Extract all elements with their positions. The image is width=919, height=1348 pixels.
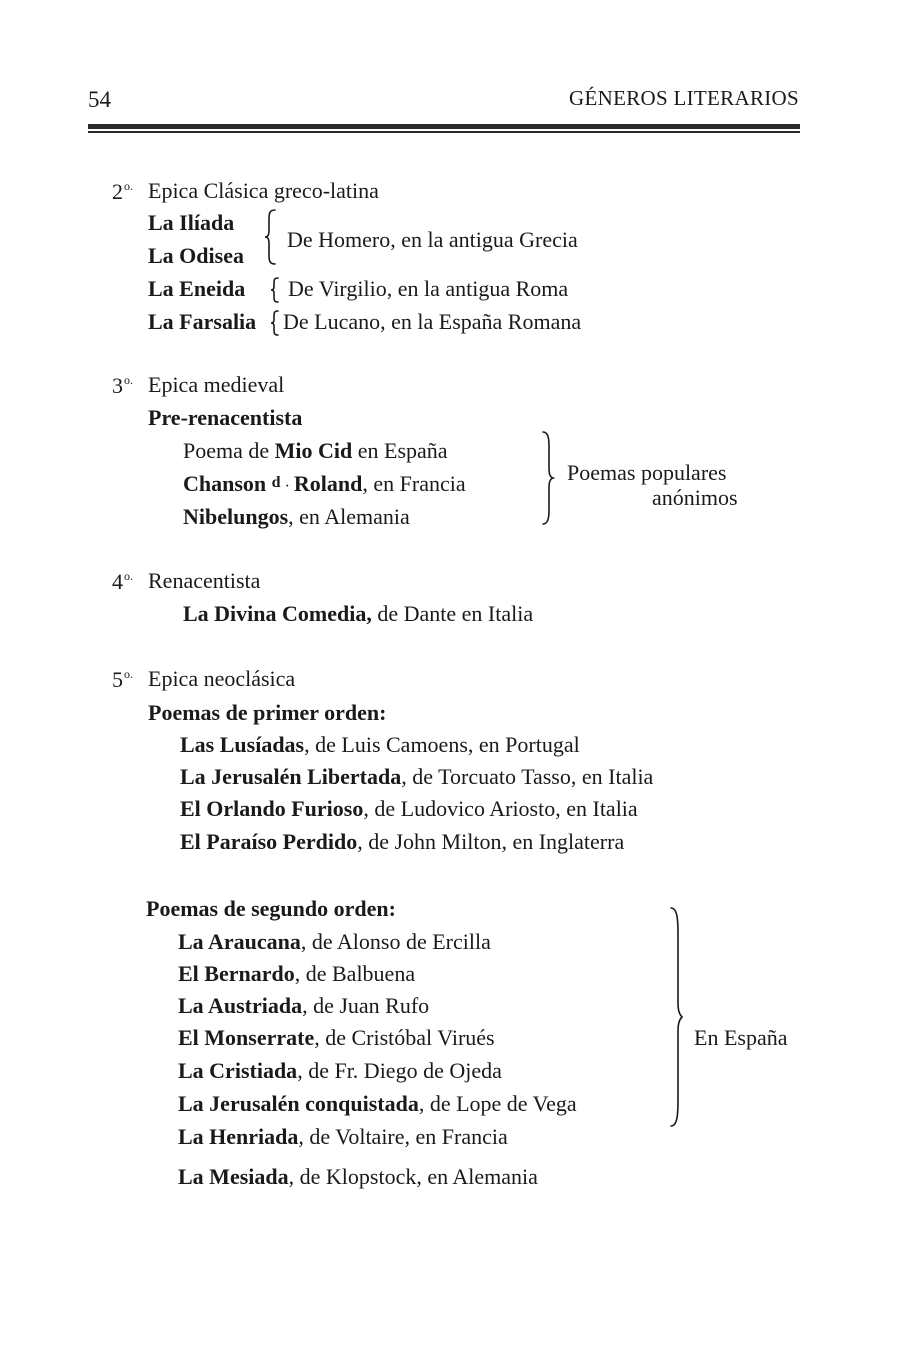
medieval-item-roland: Chanson d · Roland, en Francia (183, 471, 466, 496)
work-iliad: La Ilíada (148, 210, 235, 235)
work-odyssey: La Odisea (148, 243, 244, 268)
second-order-item: La Mesiada, de Klopstock, en Alemania (178, 1164, 538, 1189)
second-order-item: La Araucana, de Alonso de Ercilla (178, 929, 491, 954)
section-4-number: $4^{o.}$ (112, 569, 133, 594)
section-3-subtitle: Pre-renacentista (148, 405, 303, 430)
first-order-item: El Orlando Furioso, de Ludovico Ariosto, en Italia (180, 796, 638, 821)
brace-lucan (270, 309, 280, 337)
second-order-item: La Jerusalén conquistada, de Lope de Vega (178, 1091, 577, 1116)
brace-homer (264, 208, 278, 266)
second-order-heading: Poemas de segundo orden: (146, 896, 396, 921)
brace-medieval (539, 430, 555, 526)
section-3-title: Epica medieval (148, 372, 285, 397)
work-pharsalia: La Farsalia (148, 309, 257, 334)
lucan-note: De Lucano, en la España Romana (283, 309, 582, 334)
medieval-item-mio-cid: Poema de Mio Cid en España (183, 438, 448, 463)
running-title: GÉNEROS LITERARIOS (569, 86, 799, 110)
first-order-item: La Jerusalén Libertada, de Torcuato Tasso, en Italia (180, 764, 654, 789)
second-order-item: La Austriada, de Juan Rufo (178, 993, 430, 1018)
page-number: 54 (88, 87, 111, 112)
homer-note: De Homero, en la antigua Grecia (287, 227, 578, 252)
second-order-item: La Cristiada, de Fr. Diego de Ojeda (178, 1058, 502, 1083)
second-order-item: La Henriada, de Voltaire, en Francia (178, 1124, 508, 1149)
brace-spain (667, 906, 685, 1128)
medieval-item-nibelungos: Nibelungos, en Alemania (183, 504, 410, 529)
section-2-number: $2^{o.}$ (112, 179, 133, 204)
spain-note: En España (694, 1025, 788, 1050)
section-3-number: $3^{o.}$ (112, 373, 133, 398)
first-order-item: Las Lusíadas, de Luis Camoens, en Portugal (180, 732, 580, 757)
medieval-note-line2: anónimos (652, 485, 738, 510)
first-order-item: El Paraíso Perdido, de John Milton, en Inglaterra (180, 829, 625, 854)
second-order-item: El Monserrate, de Cristóbal Virués (178, 1025, 495, 1050)
section-5-title: Epica neoclásica (148, 666, 296, 691)
section-4-title: Renacentista (148, 568, 261, 593)
header-rule-thin (88, 131, 800, 133)
medieval-note-line1: Poemas populares (567, 460, 727, 485)
section-5-number: $5^{o.}$ (112, 667, 133, 692)
work-aeneid: La Eneida (148, 276, 246, 301)
section-2-title: Epica Clásica greco-latina (148, 178, 379, 203)
second-order-item: El Bernardo, de Balbuena (178, 961, 416, 986)
virgil-note: De Virgilio, en la antigua Roma (288, 276, 569, 301)
header-rule-thick (88, 124, 800, 129)
renaissance-item-divina-comedia: La Divina Comedia, de Dante en Italia (183, 601, 534, 626)
brace-virgil (270, 276, 280, 304)
first-order-heading: Poemas de primer orden: (148, 700, 387, 725)
